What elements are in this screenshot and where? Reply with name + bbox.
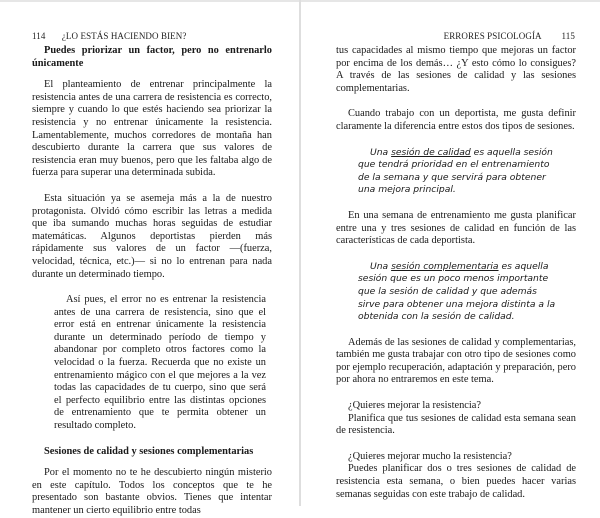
definition-text: es aquella sesión que es un poco menos importante que la sesión de calidad y que además sirve para obtener una mejora distinta a la obtenida con la sesión de calidad. (358, 260, 556, 323)
left-page (0, 0, 299, 516)
question: ¿Quieres mejorar la resistencia? (348, 400, 481, 412)
running-head-title: ¿LO ESTÁS HACIENDO BIEN? (61, 31, 187, 41)
definition-complementary-session (358, 261, 556, 324)
paragraph: Esta situación ya se asemeja más a la de nuestro protagonista. Olvidó cómo escribir las letras a medida que iba sumando muchas horas seguidas de estudiar matemáticas. Algunos deportistas pierden más rápidamente sus valores de un factor —(fuerza, velocidad, técnica, etc.)— si no lo entrenan para nada durante un determinado tiempo. (32, 192, 272, 280)
question: ¿Quieres mejorar mucho la resistencia? (348, 450, 512, 462)
left-page-body (32, 45, 272, 518)
definition-text: Una (370, 260, 392, 272)
right-page (301, 0, 600, 506)
right-page-body (336, 45, 576, 501)
paragraph: Cuando trabajo con un deportista, me gusta definir claramente la diferencia entre estos dos tipos de sesiones. (336, 108, 576, 132)
paragraph: Por el momento no te he descubierto ningún misterio en este capítulo. Todos los conceptos que te he presentado son bastante obvios. Tienes que intentar mantener un cierto equilibrio entre todas (32, 467, 272, 516)
answer: Planifica que tus sesiones de calidad esta semana sean de resistencia. (336, 412, 576, 437)
running-header-left (32, 31, 186, 41)
section-heading: Sesiones de calidad y sesiones complementarias (44, 445, 254, 457)
page-number: 115 (561, 31, 575, 41)
block-quote: Así pues, el error no es entrenar la resistencia antes de una carrera de resistencia, sino que el error está en entrenar únicamente la resistencia durante un determinado período de tiempo y abandonar por completo otros factores como la velocidad o la fuerza. Recuerda que no existe un entrenamiento mágico con el que mejores a la vez todas las capacidades de tu cuerpo, sino que será el perfecto equilibrio entre las distintas opciones de entrenamiento que te permita obtener un resultado completo. (54, 294, 266, 432)
paragraph: El planteamiento de entrenar principalmente la resistencia antes de una carrera de resistencia es correcto, siempre y cuando lo que estés haciendo sea priorizar la resistencia y no entrenar únicamente la resistencia. Lamentablemente, muchos corredores de montaña han descubierto durante la carrera que sus valores de resistencia eran muy buenos, pero que les faltaba algo de fuerza para superar una determinada subida. (32, 79, 272, 179)
defined-term: sesión complementaria (391, 260, 499, 272)
definition-text: es aquella sesión que tendrá prioridad en el entrenamiento de la semana y que servirá para obtener una mejora principal. (358, 146, 553, 196)
running-header-right (444, 31, 575, 41)
running-head-title: ERRORES PSICOLOGÍA (443, 31, 542, 41)
defined-term: sesión de calidad (391, 146, 471, 158)
page-number: 114 (32, 31, 46, 41)
definition-text: Una (370, 146, 392, 158)
answer: Puedes planificar dos o tres sesiones de calidad de resistencia esta semana, o bien puedes hacer varias semanas seguidas con este trabajo de calidad. (336, 463, 576, 500)
paragraph: tus capacidades al mismo tiempo que mejoras un factor por encima de los demás… ¿Y esto cómo lo consigues? A través de las sesiones de calidad y las sesiones complementarias. (336, 45, 576, 94)
definition-quality-session (358, 147, 556, 197)
paragraph: En una semana de entrenamiento me gusta planificar entre una y tres sesiones de calidad en función de las características de cada deportista. (336, 209, 576, 247)
paragraph: Además de las sesiones de calidad y complementarias, también me gusta trabajar con otro tipo de sesiones como por ejemplo recuperación, adaptación y preparación, pero por ahora no entraremos en este tema. (336, 336, 576, 386)
section-heading: Puedes priorizar un factor, pero no entrenarlo únicamente (32, 45, 272, 69)
